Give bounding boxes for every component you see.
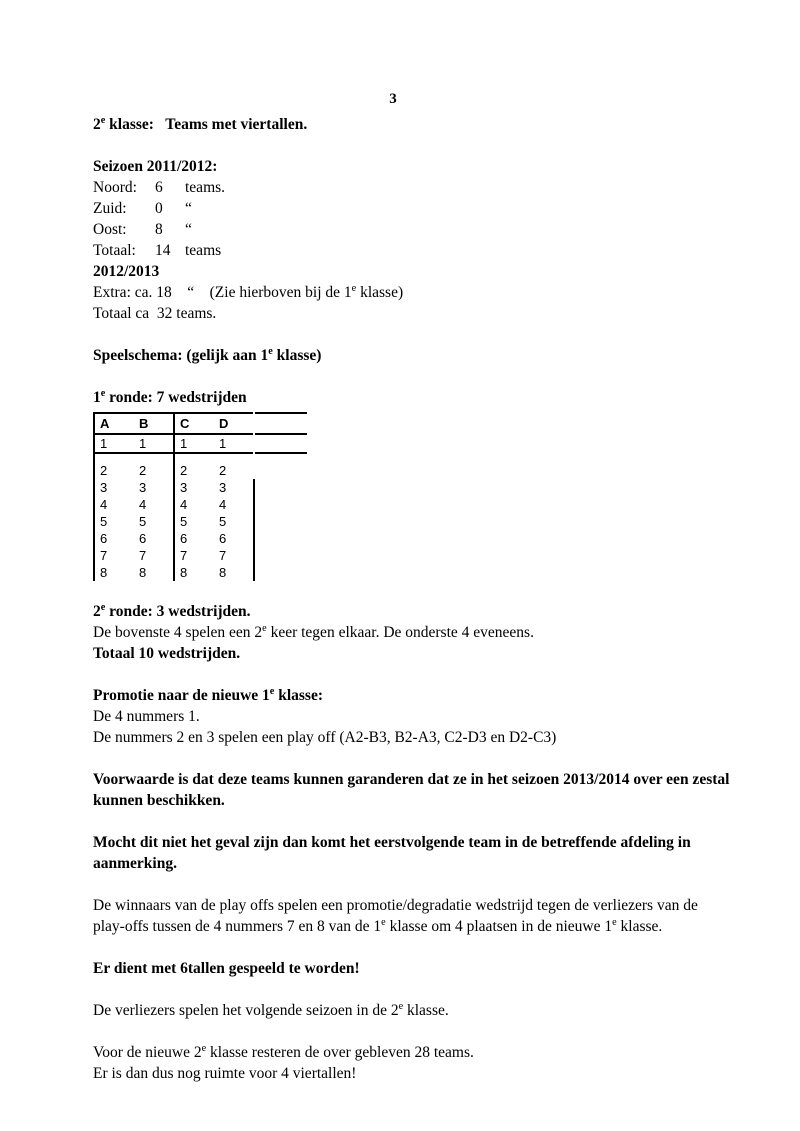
table-row: [94, 462, 307, 479]
voorwaarde-paragraph: Voorwaarde is dat deze teams kunnen garanderen dat ze in het seizoen 2013/2014 over een zestal kunnen beschikken.: [93, 771, 730, 809]
table-header-row: [94, 413, 307, 434]
round2-heading-text: ronde: 3 wedstrijden.: [105, 603, 251, 620]
table-cell-pad: [254, 547, 307, 564]
table-cell-pad: [254, 479, 307, 496]
season-row-oost: [93, 219, 733, 240]
table-cell-c: 2: [174, 462, 214, 479]
zestallen-statement: Er dient met 6tallen gespeeld te worden!: [93, 960, 360, 977]
season-row-oost-value: [155, 219, 733, 240]
table-cell-c: 6: [174, 530, 214, 547]
season-row-totaal: [93, 240, 733, 261]
promotion-heading: [93, 685, 733, 706]
speelschema-heading: [93, 345, 733, 366]
page-title: [93, 114, 733, 135]
table-cell-a: 5: [94, 513, 134, 530]
table-cell-d: 6: [219, 531, 227, 546]
table-spacer-d: [214, 453, 254, 462]
page-number: 3: [389, 91, 397, 107]
table-cell-a: 2: [94, 462, 134, 479]
table-spacer-b: [134, 453, 174, 462]
page-title-prefix: 2: [93, 116, 101, 133]
table-cell-a: 7: [94, 547, 134, 564]
round2-total: Totaal 10 wedstrijden.: [93, 645, 241, 662]
table-cell-c: 3: [174, 479, 214, 496]
table-cell-b: 5: [139, 514, 147, 529]
table-cell-pad: [254, 513, 307, 530]
table-row: [94, 453, 307, 462]
season-row-noord: [93, 177, 733, 198]
extra-teams-line: [93, 282, 733, 303]
round2-description-text: De bovenste 4 spelen een 2: [93, 624, 263, 641]
table-header-b: B: [139, 416, 149, 431]
nieuwe-klasse-tail: klasse resteren de over gebleven 28 teams.: [206, 1044, 474, 1061]
table-cell-b: 4: [139, 497, 147, 512]
season-row-zuid-label: Zuid:: [93, 200, 127, 217]
total-teams-line: Totaal ca 32 teams.: [93, 305, 217, 322]
table-cell-a: 1: [94, 434, 134, 453]
table-cell-b: 8: [139, 565, 147, 580]
next-season-heading: 2012/2013: [93, 263, 160, 280]
table-cell-pad: [254, 434, 307, 453]
season-row-totaal-label: Totaal:: [93, 242, 136, 259]
season-row-totaal-number: 14: [155, 242, 171, 259]
table-cell-b: 3: [139, 480, 147, 495]
table-spacer-a: [94, 453, 134, 462]
season-row-totaal-value: [155, 240, 733, 261]
promotion-heading-superscript: e: [269, 685, 275, 697]
round2-heading: [93, 601, 733, 622]
table-row: [94, 564, 307, 581]
season-row-oost-label: Oost:: [93, 221, 127, 238]
season-row-totaal-unit: teams: [185, 242, 222, 259]
promotion-line-1: De 4 nummers 1.: [93, 708, 200, 725]
speelschema-superscript: e: [268, 345, 273, 357]
page-title-rest: klasse: Teams met viertallen.: [105, 116, 308, 133]
verliezers-tail: klasse.: [403, 1002, 449, 1019]
season-row-zuid-value: [155, 198, 733, 219]
round1-heading: [93, 387, 733, 408]
table-row: [94, 479, 307, 496]
round1-heading-text: ronde: 7 wedstrijden: [105, 389, 247, 406]
verliezers-text: De verliezers spelen het volgende seizoen in de 2: [93, 1002, 399, 1019]
table-cell-b: 1: [139, 436, 147, 451]
table-cell-b: 6: [139, 531, 147, 546]
mocht-paragraph: Mocht dit niet het geval zijn dan komt het eerstvolgende team in de betreffende afdeling in aanmerking.: [93, 834, 691, 872]
table-cell-a: 8: [94, 564, 134, 581]
season-row-zuid-number: 0: [155, 200, 163, 217]
table-cell-c: 1: [174, 434, 214, 453]
table-cell-d: 2: [219, 463, 227, 478]
round2-description: [93, 622, 733, 643]
winnaars-paragraph: [93, 895, 733, 937]
table-spacer-pad: [254, 453, 307, 462]
season-row-oost-number: 8: [155, 221, 163, 238]
table-cell-pad: [254, 462, 307, 479]
season-row-zuid: [93, 198, 733, 219]
winnaars-text-c: klasse.: [616, 918, 663, 935]
table-spacer-c: [174, 453, 214, 462]
table-cell-pad: [254, 530, 307, 547]
table-cell-d: 5: [219, 514, 227, 529]
round2-description-superscript: e: [262, 622, 267, 634]
table-cell-pad: [254, 564, 307, 581]
table-cell-d: 8: [219, 565, 227, 580]
table-header-d: D: [219, 416, 229, 431]
table-cell-d: 4: [219, 497, 227, 512]
verliezers-line: [93, 1000, 733, 1021]
winnaars-text-a: De winnaars van de play offs spelen een promotie/degradatie wedstrijd tegen de verliezers van de play-offs tussen de 4 nummers 7 en 8 van de 1: [93, 897, 698, 935]
table-row: [94, 513, 307, 530]
season-row-zuid-unit: “: [185, 200, 192, 217]
speelschema-text: Speelschema: (gelijk aan 1: [93, 347, 269, 364]
extra-teams-superscript: e: [351, 282, 357, 294]
table-cell-c: 4: [174, 496, 214, 513]
promotion-heading-text: Promotie naar de nieuwe 1: [93, 687, 270, 704]
promotion-heading-tail: klasse:: [274, 687, 324, 704]
table-header-c: C: [174, 413, 214, 434]
ruimte-line: Er is dan dus nog ruimte voor 4 viertallen!: [93, 1065, 357, 1082]
round2-heading-number: 2: [93, 603, 101, 620]
schedule-table: [93, 412, 307, 581]
nieuwe-klasse-superscript: e: [201, 1042, 207, 1054]
table-cell-d: 1: [219, 436, 227, 451]
table-cell-a: 3: [94, 479, 134, 496]
table-header-pad: [254, 413, 307, 434]
season-row-oost-unit: “: [185, 221, 192, 238]
table-row: [94, 434, 307, 453]
season-row-noord-label: Noord:: [93, 179, 137, 196]
table-cell-c: 7: [174, 547, 214, 564]
table-cell-a: 6: [94, 530, 134, 547]
season-row-noord-value: [155, 177, 733, 198]
table-cell-d: 7: [219, 548, 227, 563]
speelschema-tail: klasse): [272, 347, 322, 364]
winnaars-text-b: klasse om 4 plaatsen in de nieuwe 1: [385, 918, 613, 935]
season-heading: Seizoen 2011/2012:: [93, 158, 218, 175]
season-row-noord-number: 6: [155, 179, 163, 196]
promotion-line-2: De nummers 2 en 3 spelen een play off (A2-B3, B2-A3, C2-D3 en D2-C3): [93, 729, 557, 746]
extra-teams-text: Extra: ca. 18 “ (Zie hierboven bij de 1: [93, 284, 352, 301]
table-row: [94, 547, 307, 564]
winnaars-superscript-2: e: [612, 916, 617, 928]
table-cell-a: 4: [94, 496, 134, 513]
table-row: [94, 496, 307, 513]
table-header-a: A: [94, 413, 134, 434]
round2-heading-superscript: e: [100, 601, 106, 613]
table-cell-c: 5: [174, 513, 214, 530]
page-title-superscript: e: [100, 114, 106, 126]
page-content: [93, 92, 733, 1084]
nieuwe-klasse-line: [93, 1042, 733, 1063]
season-row-noord-unit: teams.: [185, 179, 226, 196]
table-cell-c: 8: [174, 564, 214, 581]
round2-description-tail: keer tegen elkaar. De onderste 4 eveneens.: [266, 624, 534, 641]
table-cell-b: 2: [139, 463, 147, 478]
table-cell-pad: [254, 496, 307, 513]
table-cell-b: 7: [139, 548, 147, 563]
verliezers-superscript: e: [398, 1000, 404, 1012]
round1-heading-number: 1: [93, 389, 101, 406]
nieuwe-klasse-text: Voor de nieuwe 2: [93, 1044, 202, 1061]
extra-teams-tail: klasse): [356, 284, 404, 301]
table-row: [94, 530, 307, 547]
winnaars-superscript-1: e: [381, 916, 386, 928]
table-cell-d: 3: [219, 480, 227, 495]
round1-heading-superscript: e: [100, 387, 106, 399]
